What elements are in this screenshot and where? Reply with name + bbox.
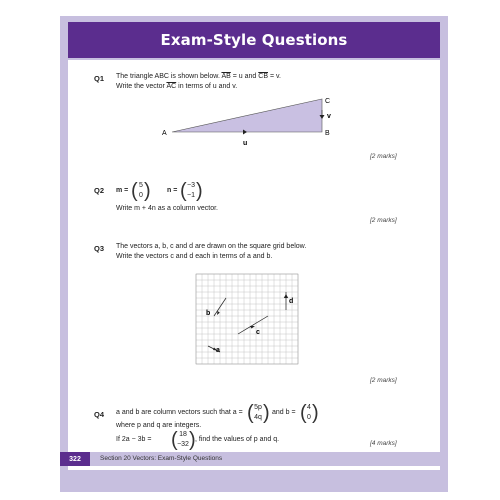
n-bottom: −1: [187, 192, 195, 199]
question-number-1: Q1: [94, 74, 105, 83]
q4-line-3: [116, 428, 356, 452]
r-top: 18: [179, 431, 187, 438]
q1-line-1: The triangle ABC is shown below. $\overline{AB} = u$ and $\overline{CB} = v$.: [116, 73, 281, 80]
n-label: n =: [167, 187, 178, 194]
n-paren-left: (: [180, 180, 187, 202]
label-b: B: [325, 130, 330, 137]
n-paren-right: ): [196, 180, 203, 202]
q1-marks: [2 marks]: [370, 153, 397, 160]
question-number-4: Q4: [94, 410, 105, 419]
n-top: −3: [187, 182, 195, 189]
a-top: 5p: [254, 404, 262, 411]
a-paren-right: ): [263, 402, 270, 424]
vector-grid: [190, 270, 310, 368]
vector-b-head: [217, 311, 220, 315]
vector-ac: $\overline{AC}$: [166, 83, 177, 90]
q3-marks: [2 marks]: [370, 377, 397, 384]
vector-c-line: [238, 316, 268, 334]
r-bottom: −32: [177, 441, 189, 448]
label-c: c: [256, 329, 260, 336]
m-label: m =: [116, 187, 129, 194]
q3-line-1: The vectors a, b, c and d are drawn on the square grid below.: [116, 243, 307, 250]
label-a: A: [162, 130, 167, 137]
m-bottom: 0: [139, 192, 143, 199]
m-paren-right: ): [144, 180, 151, 202]
q4-if-prefix: If 2a − 3b =: [116, 436, 152, 443]
label-v: v: [327, 113, 331, 120]
q4-if-suffix: , find the values of p and q.: [195, 436, 280, 443]
page-number: 322: [60, 452, 90, 466]
vector-d-head: [284, 294, 288, 298]
r-paren-left: (: [171, 429, 178, 451]
grid-border: [196, 274, 298, 364]
q1-line-2: Write the vector $\overline{AC}$ in terms of u and v.: [116, 83, 238, 90]
title-banner: [68, 22, 440, 58]
b-paren-right: ): [312, 402, 319, 424]
b-paren-left: (: [300, 402, 307, 424]
vector-cb: $\overline{CB}$: [258, 73, 268, 80]
q4-line-2: where p and q are integers.: [116, 422, 202, 429]
footer-section-title: Section 20 Vectors: Exam-Style Questions: [100, 455, 223, 462]
label-c: C: [325, 98, 331, 105]
b-bottom: 0: [307, 414, 311, 421]
q2-marks: [2 marks]: [370, 217, 397, 224]
q2-instruction: Write m + 4n as a column vector.: [116, 205, 218, 212]
q4-line-1-prefix: a and b are column vectors such that a =: [116, 409, 243, 416]
label-a: a: [216, 347, 220, 354]
q4-marks: [4 marks]: [370, 440, 397, 447]
vector-ab: $\overline{AB}$: [221, 73, 231, 80]
page-title: Exam-Style Questions: [160, 31, 348, 49]
label-b: b: [206, 310, 211, 317]
question-number-2: Q2: [94, 186, 105, 195]
triangle-abc: [172, 99, 322, 132]
b-top: 4: [307, 404, 311, 411]
label-d: d: [289, 298, 294, 305]
a-bottom: 4q: [254, 414, 262, 421]
q2-vectors: [116, 180, 316, 204]
m-top: 5: [139, 182, 143, 189]
a-paren-left: (: [247, 402, 254, 424]
r-paren-right: ): [189, 429, 196, 451]
q3-line-2: Write the vectors c and d each in terms of a and b.: [116, 253, 273, 260]
label-u: u: [243, 140, 248, 147]
question-number-3: Q3: [94, 244, 105, 253]
m-paren-left: (: [131, 180, 138, 202]
triangle-diagram: [150, 90, 350, 150]
and-b: and b =: [272, 409, 296, 416]
